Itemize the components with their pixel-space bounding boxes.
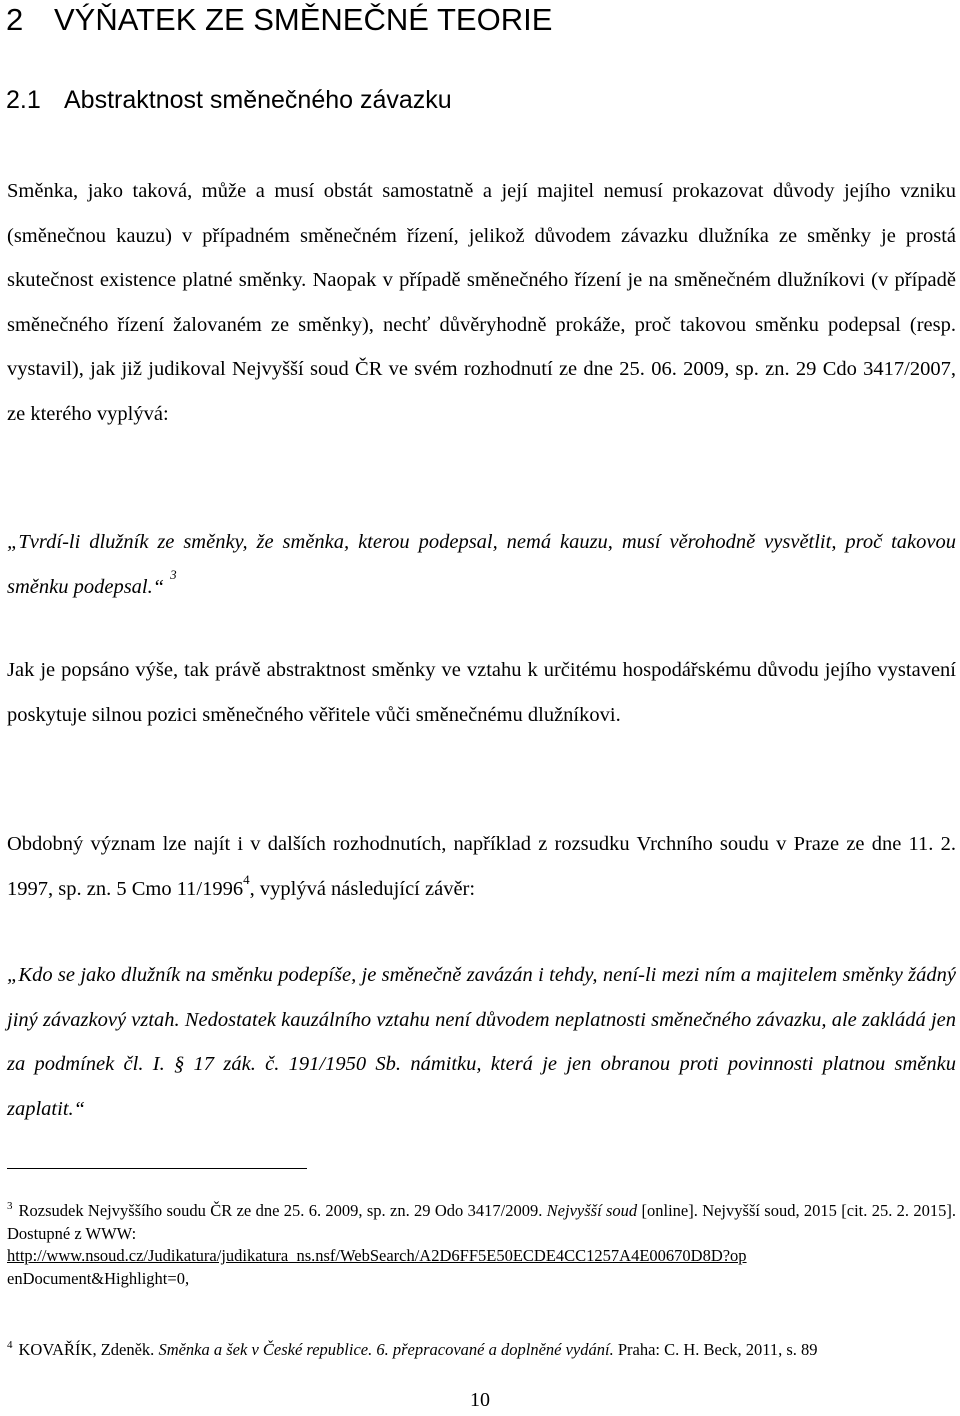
page-number: 10 — [470, 1389, 490, 1411]
footnote-3-number: 3 — [7, 1200, 13, 1212]
quote-supreme-court — [7, 520, 956, 609]
section-number: 2.1 — [6, 86, 41, 114]
footnote-ref-4[interactable]: 4 — [243, 871, 250, 887]
chapter-heading — [6, 0, 552, 40]
footnote-3-italic: Nejvyšší soud — [546, 1201, 638, 1220]
footnote-4-number: 4 — [7, 1339, 13, 1351]
paragraph-similar-ruling — [7, 822, 956, 911]
paragraph-intro: Směnka, jako taková, může a musí obstát samostatně a její majitel nemusí prokazovat důvody jejího vzniku (směnečnou kauzu) v případném směnečném řízení, jelikož důvodem závazku dlužníka ze směnky je prostá skutečnost existence platné směnky. Naopak v případě směnečného řízení je na směnečném dlužníkovi (v případě směnečného řízení žalovaném ze směnky), nechť důvěryhodně prokáže, proč takovou směnku podepsal (resp. vystavil), jak již judikoval Nejvyšší soud ČR ve svém rozhodnutí ze dne 25. 06. 2009, sp. zn. 29 Cdo 3417/2007, ze kterého vyplývá: — [7, 180, 956, 425]
footnote-separator — [7, 1168, 307, 1169]
footnote-3-text-b: [online]. Nejvyšší soud, 2015 [cit. 25. 2. 2015]. Dostupné z WWW: — [7, 1201, 956, 1243]
paragraph-abstractness: Jak je popsáno výše, tak právě abstraktnost směnky ve vztahu k určitému hospodářskému důvodu jejího vystavení poskytuje silnou pozici směnečného věřitele vůči směnečnému dlužníkovi. — [7, 659, 956, 726]
footnote-3-link-tail: enDocument&Highlight=0, — [7, 1268, 190, 1288]
quote-supreme-court-text: „Tvrdí-li dlužník ze směnky, že směnka, kterou podepsal, nemá kauzu, musí věrohodně vysvětlit, proč takovou směnku podepsal.“ — [7, 531, 956, 598]
paragraph-similar-ruling-tail: , vyplývá následující závěr: — [249, 877, 476, 900]
footnote-3 — [7, 1200, 956, 1290]
footnote-4-italic: Směnka a šek v České republice. 6. přepracované a doplněné vydání. — [158, 1340, 614, 1359]
footnote-3-text: Rozsudek Nejvyššího soudu ČR ze dne 25. 6. 2009, sp. zn. 29 Odo 3417/2009. — [18, 1201, 547, 1220]
footnote-4 — [7, 1339, 956, 1362]
section-heading — [6, 80, 452, 120]
section-title: Abstraktnost směnečného závazku — [64, 86, 452, 114]
quote-high-court: „Kdo se jako dlužník na směnku podepíše, je směnečně zavázán i tehdy, není-li mezi ním a majitelem směnky žádný jiný závazkový vztah. Nedostatek kauzálního vztahu není důvodem neplatnosti směnečného závazku, ale zakládá jen za podmínek čl. I. § 17 zák. č. 191/1950 Sb. námitku, která je jen obranou proti povinnosti platnou směnku zaplatit.“ — [7, 964, 956, 1120]
paragraph-similar-ruling-text: Obdobný význam lze najít i v dalších rozhodnutích, například z rozsudku Vrchního soudu v Praze ze dne 11. 2. 1997, sp. zn. 5 Cmo 11/1996 — [7, 833, 956, 900]
footnote-4-text: KOVAŘÍK, Zdeněk. — [18, 1340, 159, 1359]
footnote-4-text-b: Praha: C. H. Beck, 2011, s. 89 — [613, 1340, 818, 1359]
footnote-ref-3[interactable]: 3 — [170, 566, 177, 582]
chapter-number: 2 — [6, 2, 24, 37]
footnote-3-link[interactable]: http://www.nsoud.cz/Judikatura/judikatura_ns.nsf/WebSearch/A2D6FF5E50ECDE4CC1257A4E00670D8D?op — [7, 1246, 747, 1265]
chapter-title: VÝŇATEK ZE SMĚNEČNÉ TEORIE — [54, 2, 553, 37]
